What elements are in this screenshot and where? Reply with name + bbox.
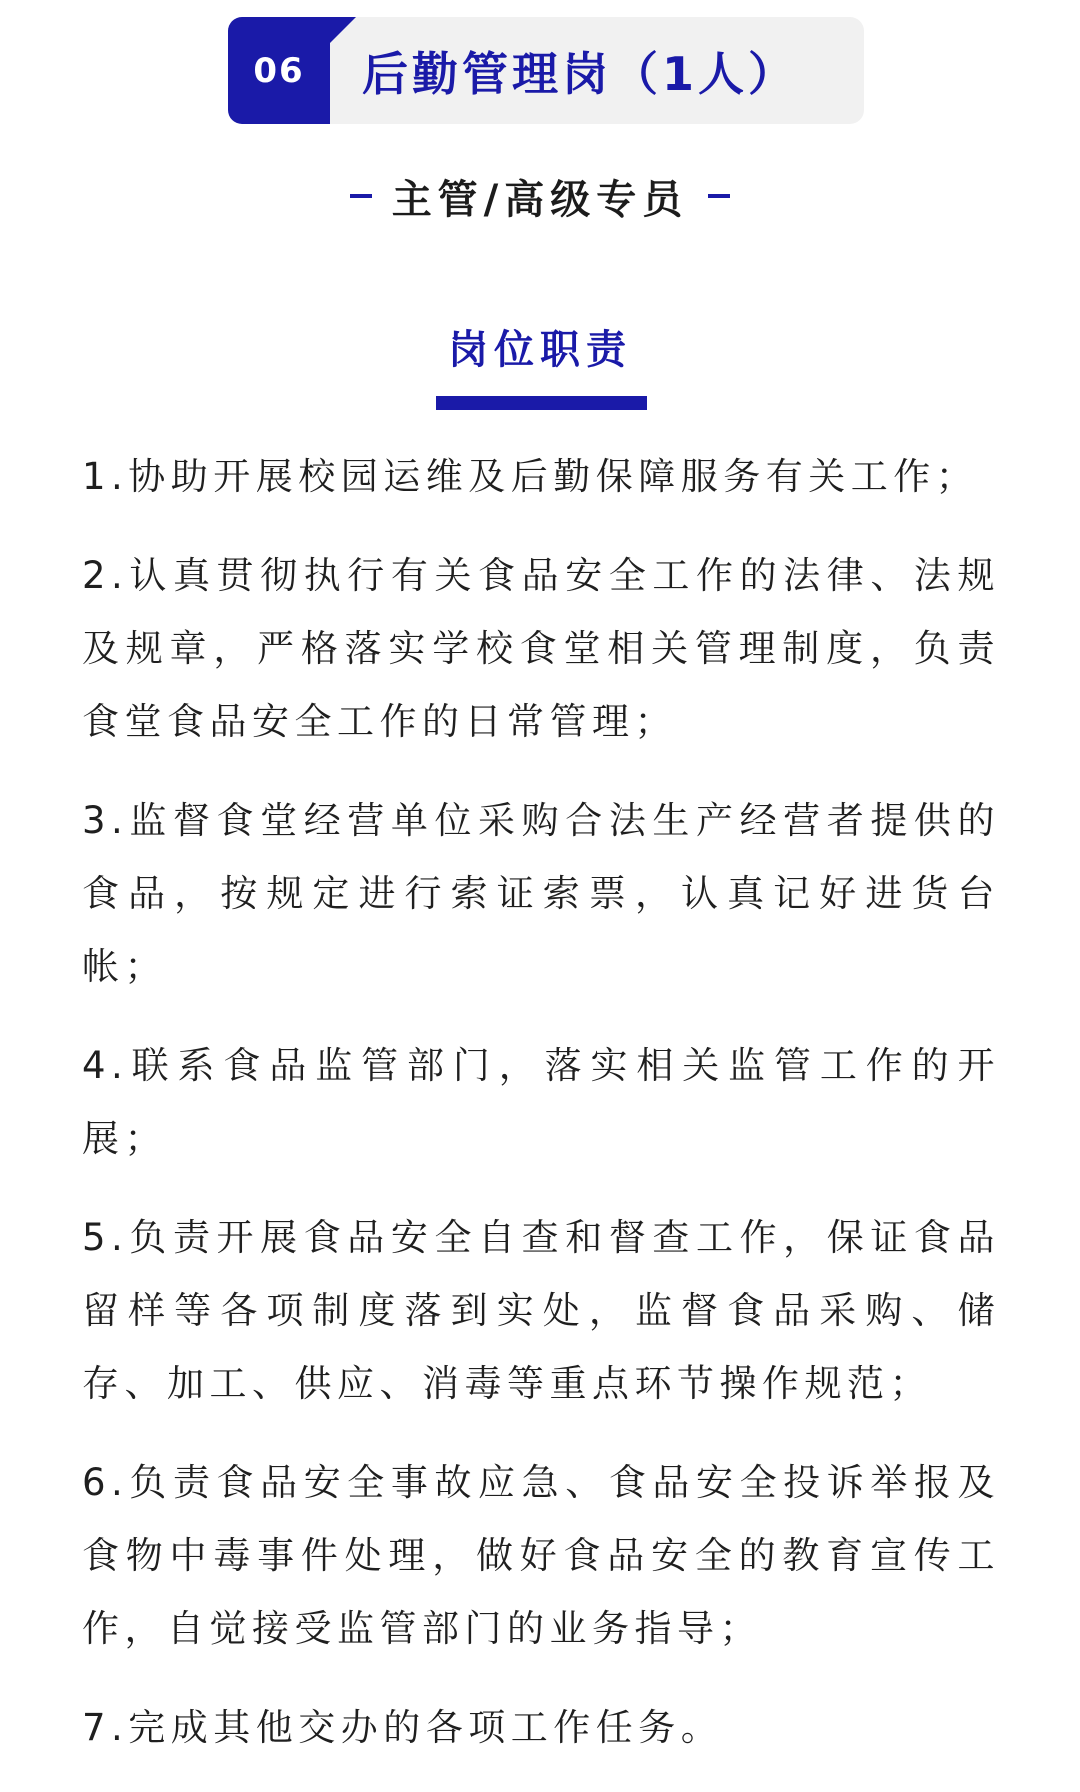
responsibilities-heading: 岗位职责 <box>448 327 632 373</box>
duty-item: 7.完成其他交办的各项工作任务。 <box>82 1706 724 1749</box>
job-title: 后勤管理岗（1人） <box>362 46 799 101</box>
duties-list <box>82 440 1000 1790</box>
section-header <box>228 17 864 124</box>
duty-item: 1.协助开展校园运维及后勤保障服务有关工作； <box>82 455 979 498</box>
duty-item: 3.监督食堂经营单位采购合法生产经营者提供的食品，按规定进行索证索票，认真记好进货台帐； <box>82 799 1000 988</box>
section-number: 06 <box>253 50 305 91</box>
job-level <box>0 166 1080 226</box>
right-dash-decoration <box>708 194 730 198</box>
job-level-text: 主管/高级专员 <box>391 176 689 223</box>
heading-underline <box>436 396 647 410</box>
duty-item: 6.负责食品安全事故应急、食品安全投诉举报及食物中毒事件处理，做好食品安全的教育宣传工作，自觉接受监管部门的业务指导； <box>82 1461 1000 1650</box>
left-dash-decoration <box>350 194 372 198</box>
duty-item: 2.认真贯彻执行有关食品安全工作的法律、法规及规章，严格落实学校食堂相关管理制度，负责食堂食品安全工作的日常管理； <box>82 554 1000 743</box>
section-number-badge <box>228 17 330 124</box>
duty-item: 5.负责开展食品安全自查和督查工作，保证食品留样等各项制度落到实处，监督食品采购、储存、加工、供应、消毒等重点环节操作规范； <box>82 1216 1000 1405</box>
duty-item: 4.联系食品监管部门，落实相关监管工作的开展； <box>82 1044 1000 1160</box>
